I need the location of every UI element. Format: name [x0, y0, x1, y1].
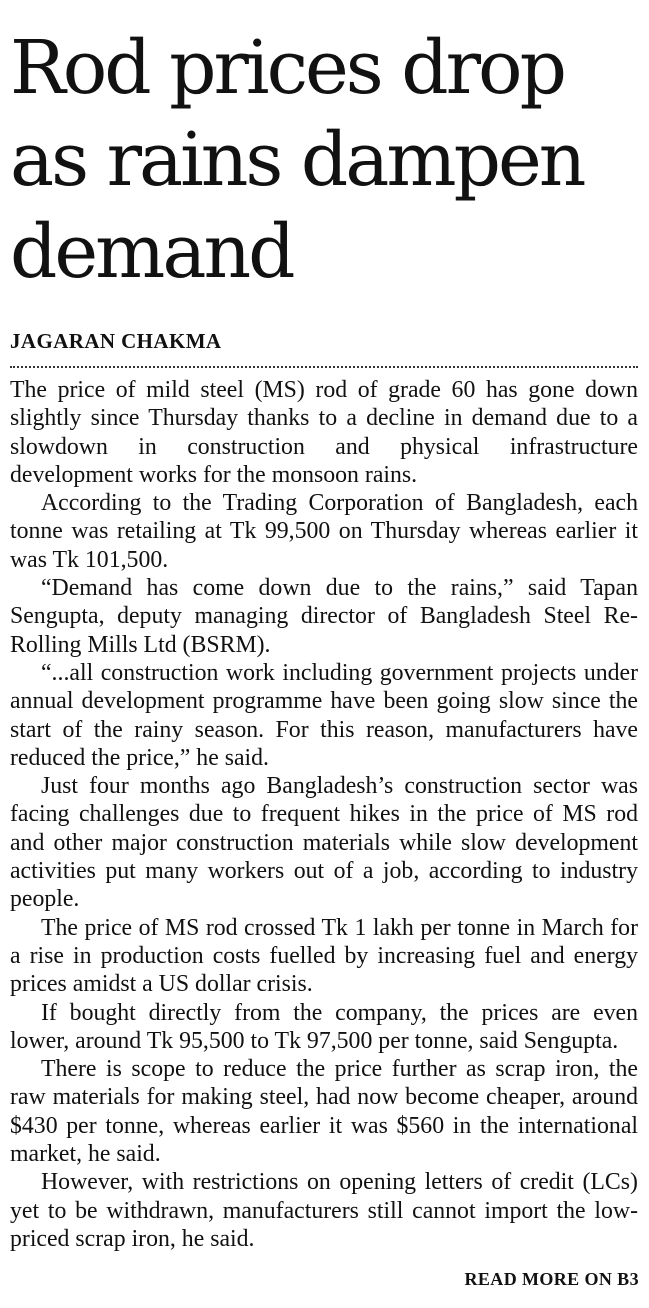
paragraph-8: There is scope to reduce the price further as scrap iron, the raw materials for making steel, had now become cheaper, around $430 per tonne, whereas earlier it was $560 in the international market, he said. — [10, 1056, 638, 1168]
paragraph-2: According to the Trading Corporation of Bangladesh, each tonne was retailing at Tk 99,500 on Thursday whereas earlier it was Tk 101,500. — [10, 490, 638, 573]
article-body — [10, 376, 638, 1253]
headline-line-3: demand — [10, 209, 293, 295]
byline: JAGARAN CHAKMA — [10, 329, 222, 353]
paragraph-9: However, with restrictions on opening letters of credit (LCs) yet to be withdrawn, manufacturers still cannot import the low-priced scrap iron, he said. — [10, 1169, 638, 1252]
paragraph-1: The price of mild steel (MS) rod of grade 60 has gone down slightly since Thursday thanks to a decline in demand due to a slowdown in construction and physical infrastructure development works for the monsoon rains. — [10, 377, 638, 488]
paragraph-4: “...all construction work including government projects under annual development programme have been going slow since the start of the rainy season. For this reason, manufacturers have reduced the price,” he said. — [10, 659, 638, 771]
paragraph-5: Just four months ago Bangladesh’s construction sector was facing challenges due to frequent hikes in the price of MS rod and other major construction materials while slow development activities put many workers out of a job, according to industry people. — [10, 773, 638, 913]
paragraph-6: The price of MS rod crossed Tk 1 lakh per tonne in March for a rise in production costs fuelled by increasing fuel and energy prices amidst a US dollar crisis. — [10, 914, 638, 998]
paragraph-7: If bought directly from the company, the prices are even lower, around Tk 95,500 to Tk 97,500 per tonne, said Sengupta. — [10, 999, 638, 1054]
paragraph-3: “Demand has come down due to the rains,” said Tapan Sengupta, deputy managing director of Bangladesh Steel Re-Rolling Mills Ltd (BSRM). — [10, 575, 638, 658]
headline-line-2: as rains dampen — [10, 117, 584, 203]
headline-line-1: Rod prices drop — [10, 25, 564, 111]
read-more-link[interactable]: READ MORE ON B3 — [464, 1269, 639, 1289]
dotted-divider — [10, 366, 638, 368]
headline — [10, 22, 646, 298]
